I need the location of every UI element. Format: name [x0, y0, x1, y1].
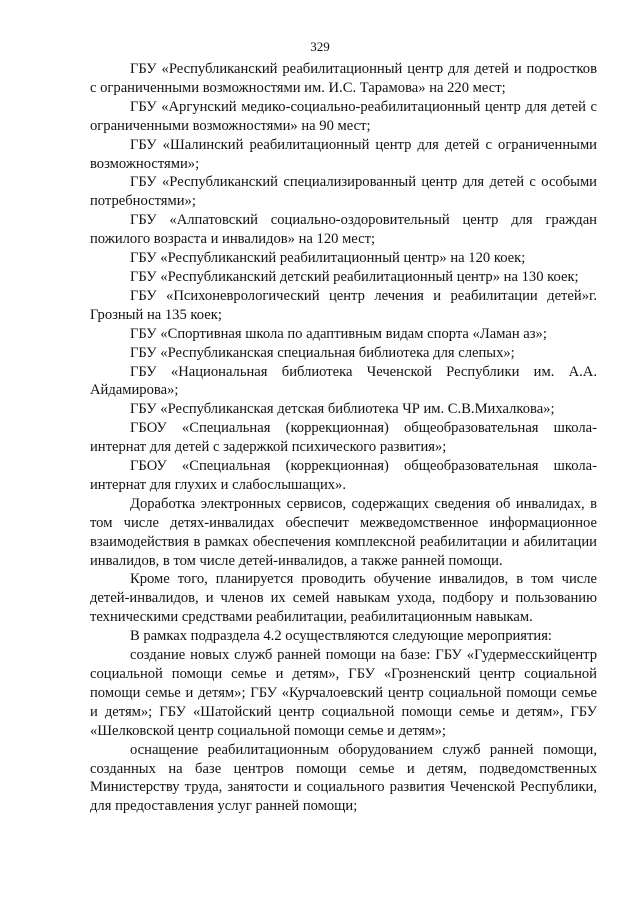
paragraph-institution-11: ГБУ «Национальная библиотека Чеченской Республики им. А.А. Айдамирова»; — [90, 363, 597, 399]
paragraph-institution-2: ГБУ «Аргунский медико-социально-реабилитационный центр для детей с ограниченными возможностями» на 90 мест; — [90, 98, 597, 134]
paragraph-institution-8: ГБУ «Психоневрологический центр лечения и реабилитации детей»г. Грозный на 135 коек; — [90, 287, 597, 323]
paragraph-institution-6: ГБУ «Республиканский реабилитационный центр» на 120 коек; — [130, 250, 526, 267]
paragraph-subsection-intro: В рамках подраздела 4.2 осуществляются следующие мероприятия: — [130, 628, 552, 645]
paragraph-institution-3: ГБУ «Шалинский реабилитационный центр для детей с ограниченными возможностями»; — [90, 136, 597, 172]
paragraph-institution-4: ГБУ «Республиканский специализированный центр для детей с особыми потребностями»; — [90, 174, 597, 210]
document-body — [90, 60, 597, 816]
paragraph-training: Кроме того, планируется проводить обучение инвалидов, в том числе детей-инвалидов, и членов их семей навыкам ухода, подбору и пользованию техническими средствами реабилитации, реабилитационным навыкам. — [90, 571, 597, 626]
paragraph-institution-13: ГБОУ «Специальная (коррекционная) общеобразовательная школа-интернат для детей с задержкой психического развития»; — [90, 420, 597, 456]
paragraph-early-help-services: создание новых служб ранней помощи на базе: ГБУ «Гудермесскийцентр социальной помощи семье и детям», ГБУ «Грозненский центр социальной помощи семье и детям»; ГБУ «Курчалоевский центр социальной помощи семье и детям»; ГБУ «Шатойский центр социальной помощи семье и детям», ГБУ «Шелковской центр социальной помощи семье и детям»; — [90, 647, 597, 739]
paragraph-institution-5: ГБУ «Алпатовский социально-оздоровительный центр для граждан пожилого возраста и инвалидов» на 120 мест; — [90, 212, 597, 248]
paragraph-institution-7: ГБУ «Республиканский детский реабилитационный центр» на 130 коек; — [130, 268, 579, 285]
paragraph-equipment: оснащение реабилитационным оборудованием служб ранней помощи, созданных на базе центров помощи семье и детям, подведомственных Министерству труда, занятости и социального развития Чеченской Республики, для предоставления услуг ранней помощи; — [90, 741, 597, 815]
page-number: 329 — [310, 39, 330, 54]
paragraph-institution-10: ГБУ «Республиканская специальная библиотека для слепых»; — [130, 344, 515, 361]
paragraph-institution-14: ГБОУ «Специальная (коррекционная) общеобразовательная школа-интернат для глухих и слабослышащих». — [90, 458, 597, 493]
paragraph-institution-1: ГБУ «Республиканский реабилитационный центр для детей и подростков с ограниченными возможностями им. И.С. Тарамова» на 220 мест; — [90, 61, 597, 96]
paragraph-institution-9: ГБУ «Спортивная школа по адаптивным видам спорта «Ламан аз»; — [130, 325, 547, 342]
paragraph-electronic-services: Доработка электронных сервисов, содержащих сведения об инвалидах, в том числе детях-инвалидах обеспечит межведомственное информационное взаимодействия в рамках обеспечения комплексной реабилитации и абилитации инвалидов, в том числе детей-инвалидов, а также ранней помощи. — [90, 495, 597, 569]
paragraph-institution-12: ГБУ «Республиканская детская библиотека ЧР им. С.В.Михалкова»; — [130, 401, 555, 418]
